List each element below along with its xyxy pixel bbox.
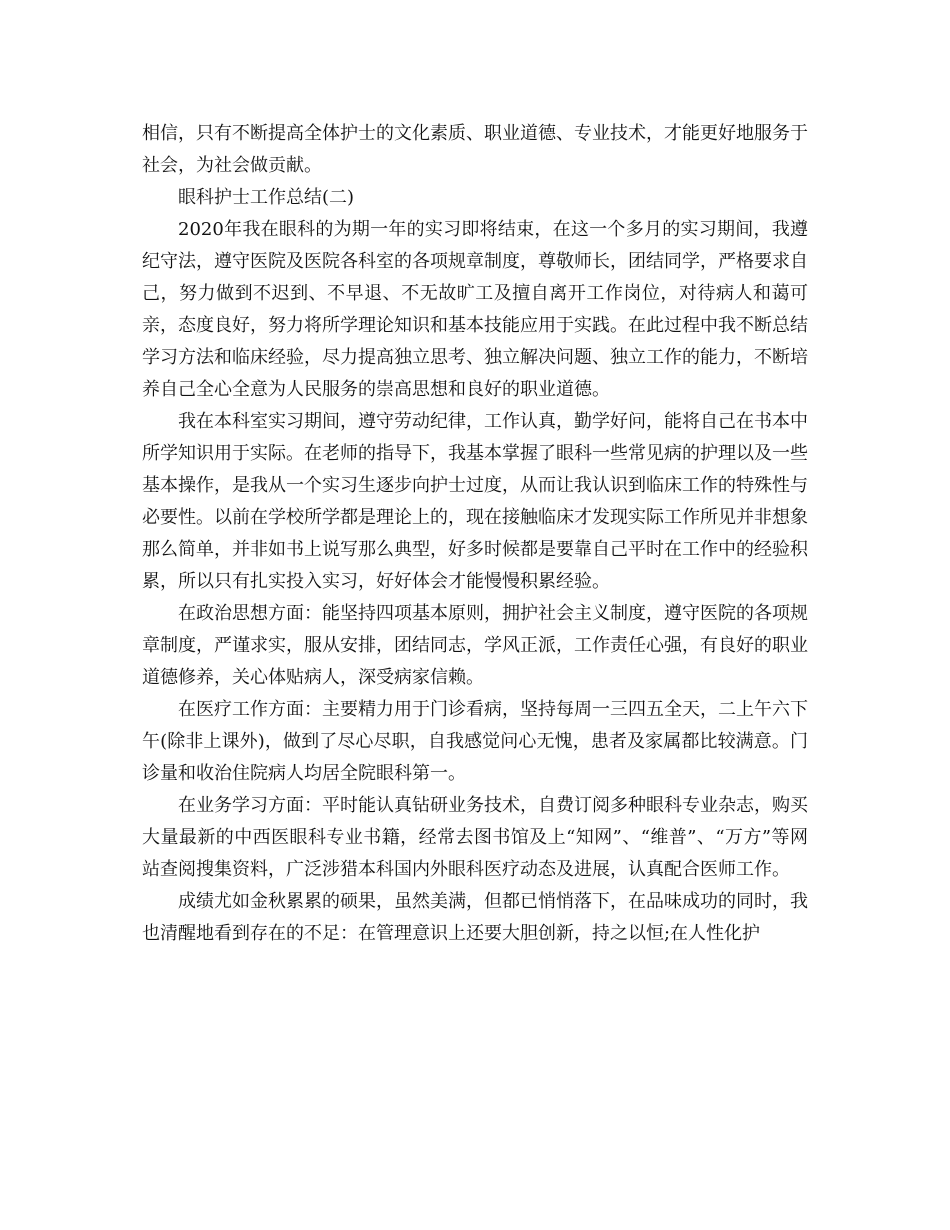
paragraph-continuation: 相信，只有不断提高全体护士的文化素质、职业道德、专业技术，才能更好地服务于社会，为社会做贡献。	[142, 123, 808, 176]
paragraph-internship-overview: 2020年我在眼科的为期一年的实习即将结束，在这一个多月的实习期间，我遵纪守法，遵守医院及医院各科室的各项规章制度，尊敬师长，团结同学，严格要求自己，努力做到不迟到、不早退、不无故旷工及擅自离开工作岗位，对待病人和蔼可亲，态度良好，努力将所学理论知识和基本技能应用于实践。在此过程中我不断总结学习方法和临床经验，尽力提高独立思考、独立解决问题、独立工作的能力，不断培养自己全心全意为人民服务的崇高思想和良好的职业道德。	[142, 219, 808, 400]
paragraph-professional-study: 在业务学习方面：平时能认真钻研业务技术，自费订阅多种眼科专业杂志，购买大量最新的中西医眼科专业书籍，经常去图书馆及上“知网”、“维普”、“万方”等网站查阅搜集资料，广泛涉猎本科国内外眼科医疗动态及进展，认真配合医师工作。	[142, 795, 808, 880]
paragraph-department-practice: 我在本科室实习期间，遵守劳动纪律，工作认真，勤学好问，能将自己在书本中所学知识用于实际。在老师的指导下，我基本掌握了眼科一些常见病的护理以及一些基本操作，是我从一个实习生逐步向护士过度，从而让我认识到临床工作的特殊性与必要性。以前在学校所学都是理论上的，现在接触临床才发现实际工作所见并非想象那么简单，并非如书上说写那么典型，好多时候都是要靠自己平时在工作中的经验积累，所以只有扎实投入实习，好好体会才能慢慢积累经验。	[142, 411, 808, 592]
section-heading: 眼科护士工作总结(二)	[178, 187, 355, 208]
document-body	[142, 118, 808, 950]
paragraph-achievements: 成绩尤如金秋累累的硕果，虽然美满，但都已悄悄落下，在品味成功的同时，我也清醒地看到存在的不足：在管理意识上还要大胆创新，持之以恒;在人性化护	[142, 891, 808, 944]
paragraph-political-thought: 在政治思想方面：能坚持四项基本原则，拥护社会主义制度，遵守医院的各项规章制度，严谨求实，服从安排，团结同志，学风正派，工作责任心强，有良好的职业道德修养，关心体贴病人，深受病家信赖。	[142, 603, 808, 688]
paragraph-medical-work: 在医疗工作方面：主要精力用于门诊看病，坚持每周一三四五全天，二上午六下午(除非上课外)，做到了尽心尽职，自我感觉问心无愧，患者及家属都比较满意。门诊量和收治住院病人均居全院眼科第一。	[142, 699, 808, 784]
